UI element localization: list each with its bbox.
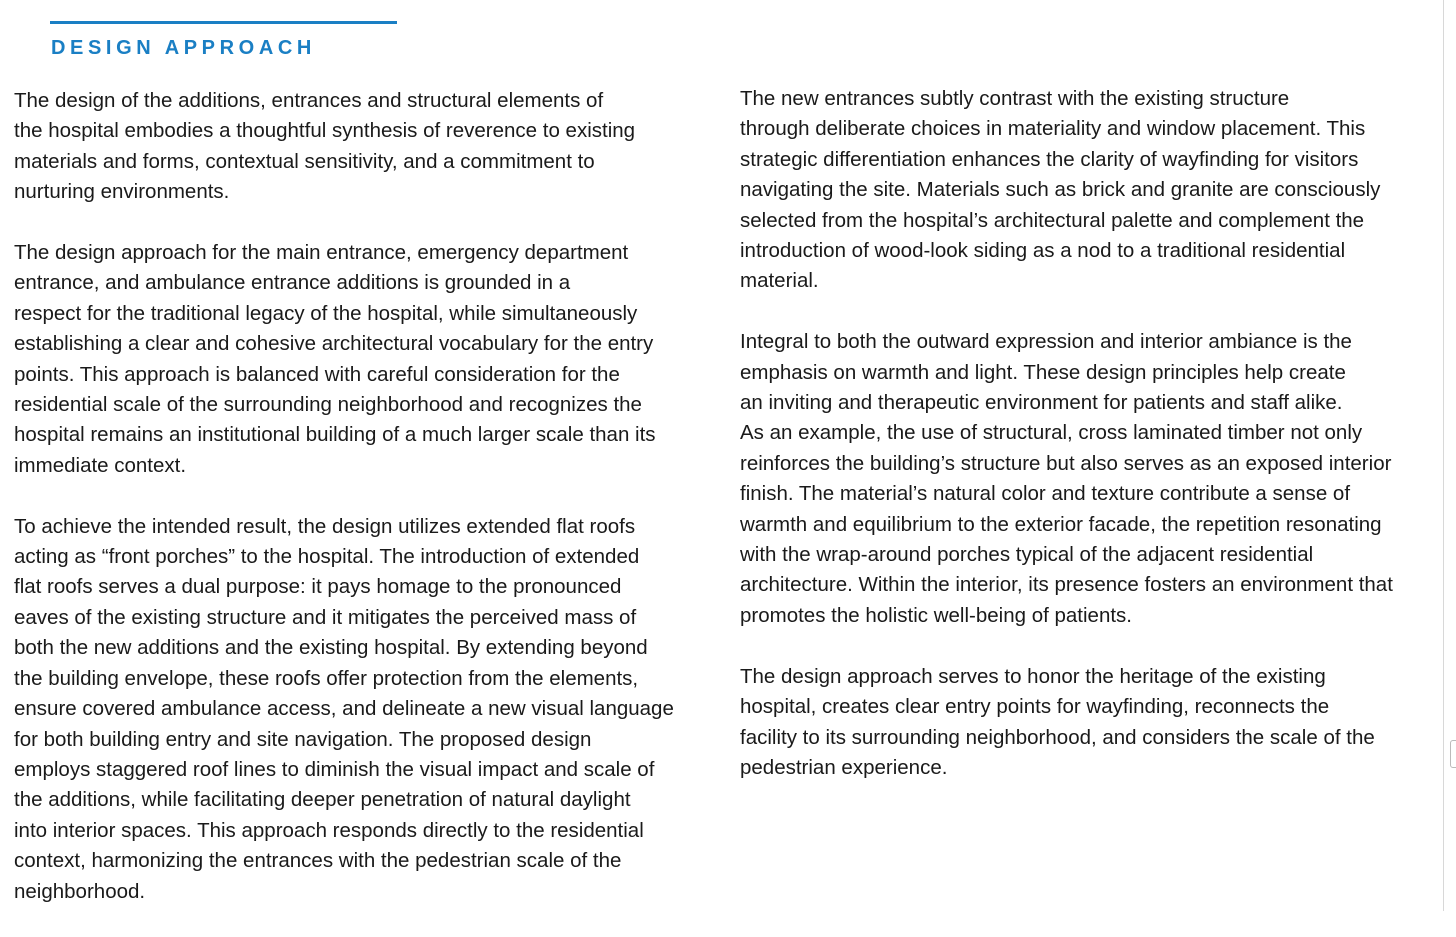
text-line: hospital remains an institutional building of a much larger scale than its [14, 423, 656, 447]
text-line: the additions, while facilitating deeper penetration of natural daylight [14, 788, 631, 812]
text-line: Integral to both the outward expression and interior ambiance is the [740, 330, 1352, 354]
text-line: immediate context. [14, 453, 187, 477]
text-line: entrance, and ambulance entrance additions is grounded in a [14, 271, 571, 295]
left-column [14, 86, 724, 937]
text-line: architecture. Within the interior, its presence fosters an environment that [740, 573, 1393, 597]
paragraph [14, 238, 724, 481]
section-heading: DESIGN APPROACH [51, 37, 316, 59]
text-line: into interior spaces. This approach responds directly to the residential [14, 818, 644, 842]
text-line: promotes the holistic well-being of patients. [740, 603, 1132, 627]
text-line: eaves of the existing structure and it mitigates the perceived mass of [14, 605, 637, 629]
paragraph [740, 662, 1450, 784]
text-line: facility to its surrounding neighborhood, and considers the scale of the [740, 725, 1375, 749]
paragraph [14, 86, 724, 208]
text-line: the building envelope, these roofs offer protection from the elements, [14, 666, 639, 690]
text-line: context, harmonizing the entrances with the pedestrian scale of the [14, 849, 622, 873]
text-line: pedestrian experience. [740, 755, 948, 779]
text-line: points. This approach is balanced with careful consideration for the [14, 362, 620, 386]
paragraph [740, 327, 1450, 631]
text-line: an inviting and therapeutic environment for patients and staff alike. [740, 391, 1343, 415]
text-line: navigating the site. Materials such as brick and granite are consciously [740, 178, 1381, 202]
page-edge-divider [1443, 0, 1444, 911]
text-line: residential scale of the surrounding neighborhood and recognizes the [14, 393, 642, 417]
text-line: material. [740, 269, 819, 293]
text-line: The design approach for the main entrance, emergency department [14, 241, 629, 265]
text-line: for both building entry and site navigation. The proposed design [14, 727, 592, 751]
text-line: finish. The material’s natural color and texture contribute a sense of [740, 482, 1351, 506]
text-line: establishing a clear and cohesive architectural vocabulary for the entry [14, 332, 654, 356]
heading-rule [50, 21, 397, 24]
text-line: respect for the traditional legacy of the hospital, while simultaneously [14, 301, 638, 325]
text-line: emphasis on warmth and light. These design principles help create [740, 360, 1346, 384]
text-line: employs staggered roof lines to diminish the visual impact and scale of [14, 757, 655, 781]
text-line: materials and forms, contextual sensitivity, and a commitment to [14, 149, 595, 173]
text-line: both the new additions and the existing hospital. By extending beyond [14, 636, 648, 660]
text-line: ensure covered ambulance access, and delineate a new visual language [14, 697, 674, 721]
text-line: selected from the hospital’s architectural palette and complement the [740, 208, 1365, 232]
paragraph [14, 512, 724, 907]
text-line: introduction of wood-look siding as a nod to a traditional residential [740, 239, 1346, 263]
text-line: strategic differentiation enhances the clarity of wayfinding for visitors [740, 147, 1359, 171]
text-line: As an example, the use of structural, cross laminated timber not only [740, 421, 1363, 445]
text-line: acting as “front porches” to the hospital. The introduction of extended [14, 545, 640, 569]
text-line: the hospital embodies a thoughtful synthesis of reverence to existing [14, 119, 636, 143]
right-column [740, 84, 1450, 814]
text-line: with the wrap-around porches typical of the adjacent residential [740, 543, 1314, 567]
text-line: reinforces the building’s structure but also serves as an exposed interior [740, 451, 1392, 475]
text-line: nurturing environments. [14, 180, 230, 204]
text-line: The design of the additions, entrances and structural elements of [14, 89, 604, 112]
text-line: hospital, creates clear entry points for wayfinding, reconnects the [740, 695, 1330, 719]
text-line: through deliberate choices in materiality and window placement. This [740, 117, 1366, 141]
paragraph [740, 84, 1450, 297]
text-line: The new entrances subtly contrast with the existing structure [740, 87, 1290, 110]
text-line: neighborhood. [14, 879, 146, 903]
text-line: To achieve the intended result, the design utilizes extended flat roofs [14, 514, 636, 538]
text-line: warmth and equilibrium to the exterior facade, the repetition resonating [740, 512, 1382, 536]
text-line: The design approach serves to honor the heritage of the existing [740, 664, 1326, 688]
scroll-handle[interactable] [1450, 740, 1456, 768]
text-line: flat roofs serves a dual purpose: it pays homage to the pronounced [14, 575, 622, 599]
